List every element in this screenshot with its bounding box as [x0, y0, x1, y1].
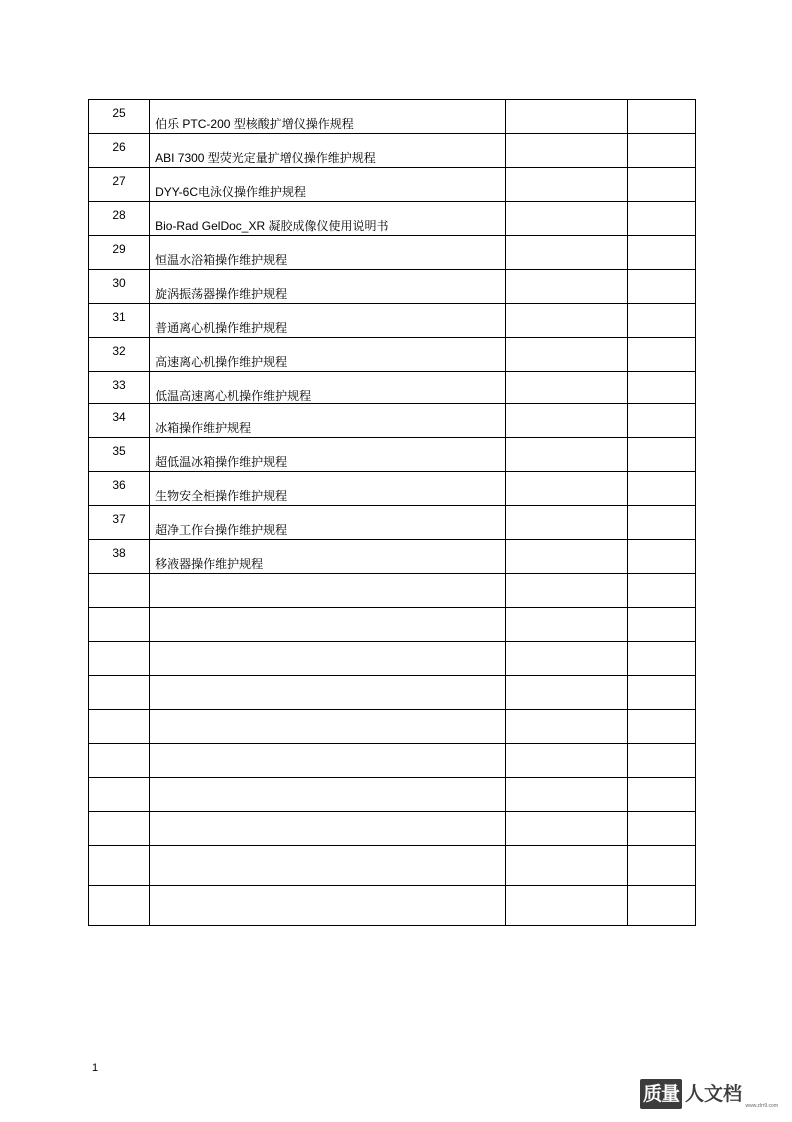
- row-number: 30: [112, 276, 126, 290]
- row-number-cell: [89, 100, 150, 134]
- document-name-cell: [150, 778, 506, 812]
- blank-cell: [627, 642, 695, 676]
- document-name-cell: [150, 812, 506, 846]
- document-name-cell: [150, 574, 506, 608]
- row-number-cell: [89, 168, 150, 202]
- blank-cell: [627, 472, 695, 506]
- row-number-cell: [89, 270, 150, 304]
- blank-cell: [627, 574, 695, 608]
- document-name-cell: [150, 676, 506, 710]
- blank-cell: [627, 540, 695, 574]
- row-number-cell: [89, 812, 150, 846]
- document-name: 普通离心机操作维护规程: [155, 321, 288, 335]
- blank-cell: [505, 338, 627, 372]
- blank-cell: [627, 608, 695, 642]
- document-name: 移液器操作维护规程: [155, 557, 264, 571]
- table-row: [89, 506, 696, 540]
- document-name-cell: [150, 744, 506, 778]
- blank-cell: [505, 608, 627, 642]
- document-name: 旋涡振荡器操作维护规程: [155, 287, 288, 301]
- table-row: [89, 404, 696, 438]
- blank-cell: [505, 304, 627, 338]
- row-number: 38: [112, 546, 126, 560]
- blank-cell: [505, 472, 627, 506]
- blank-cell: [505, 676, 627, 710]
- blank-cell: [627, 886, 695, 926]
- row-number-cell: [89, 778, 150, 812]
- blank-cell: [505, 506, 627, 540]
- table-row: [89, 608, 696, 642]
- row-number-cell: [89, 608, 150, 642]
- document-name: 超净工作台操作维护规程: [155, 523, 288, 537]
- blank-cell: [627, 710, 695, 744]
- table-row: [89, 846, 696, 886]
- blank-cell: [505, 540, 627, 574]
- blank-cell: [627, 100, 695, 134]
- document-name: 冰箱操作维护规程: [155, 421, 252, 435]
- blank-cell: [505, 438, 627, 472]
- row-number: 31: [112, 310, 126, 324]
- blank-cell: [627, 304, 695, 338]
- row-number-cell: [89, 642, 150, 676]
- document-name-cell: [150, 372, 506, 404]
- document-name: 超低温冰箱操作维护规程: [155, 455, 288, 469]
- blank-cell: [505, 886, 627, 926]
- row-number-cell: [89, 506, 150, 540]
- table-row: [89, 372, 696, 404]
- blank-cell: [505, 642, 627, 676]
- document-name-cell: [150, 404, 506, 438]
- blank-cell: [505, 236, 627, 270]
- blank-cell: [505, 846, 627, 886]
- row-number-cell: [89, 404, 150, 438]
- blank-cell: [505, 404, 627, 438]
- document-name-cell: [150, 540, 506, 574]
- blank-cell: [627, 846, 695, 886]
- document-name: [150, 846, 505, 863]
- row-number-cell: [89, 472, 150, 506]
- document-name: [150, 812, 505, 829]
- table-row: [89, 574, 696, 608]
- row-number: [89, 812, 149, 818]
- table-row: [89, 642, 696, 676]
- document-list-table: [88, 99, 696, 926]
- blank-cell: [505, 168, 627, 202]
- document-name: 生物安全柜操作维护规程: [155, 489, 288, 503]
- row-number: [89, 574, 149, 580]
- table-row: [89, 304, 696, 338]
- document-name: [150, 608, 505, 625]
- document-name-cell: [150, 642, 506, 676]
- table-row: [89, 134, 696, 168]
- document-name-cell: [150, 304, 506, 338]
- document-name: [150, 642, 505, 659]
- row-number: [89, 710, 149, 716]
- document-name: DYY-6C电泳仪操作维护规程: [155, 185, 307, 199]
- row-number-cell: [89, 202, 150, 236]
- row-number: 33: [112, 378, 126, 392]
- document-name: 高速离心机操作维护规程: [155, 355, 288, 369]
- row-number: [89, 846, 149, 852]
- document-name-cell: [150, 506, 506, 540]
- document-name-cell: [150, 270, 506, 304]
- blank-cell: [505, 710, 627, 744]
- document-name-cell: [150, 202, 506, 236]
- row-number: 36: [112, 478, 126, 492]
- table-row: [89, 744, 696, 778]
- document-name: 伯乐 PTC-200 型核酸扩增仪操作规程: [155, 117, 354, 131]
- row-number: 29: [112, 242, 126, 256]
- watermark-logo: [640, 1078, 780, 1110]
- document-name: [150, 778, 505, 795]
- blank-cell: [505, 372, 627, 404]
- row-number: 25: [112, 106, 126, 120]
- table-row: [89, 202, 696, 236]
- table-row: [89, 472, 696, 506]
- blank-cell: [627, 202, 695, 236]
- blank-cell: [627, 404, 695, 438]
- table-row: [89, 540, 696, 574]
- row-number: 32: [112, 344, 126, 358]
- table-row: [89, 778, 696, 812]
- row-number-cell: [89, 540, 150, 574]
- blank-cell: [505, 134, 627, 168]
- blank-cell: [505, 202, 627, 236]
- blank-cell: [627, 168, 695, 202]
- table-row: [89, 270, 696, 304]
- document-name: 低温高速离心机操作维护规程: [155, 389, 312, 403]
- row-number-cell: [89, 676, 150, 710]
- blank-cell: [627, 812, 695, 846]
- row-number-cell: [89, 372, 150, 404]
- row-number: [89, 886, 149, 892]
- document-name: [150, 886, 505, 903]
- row-number: 26: [112, 140, 126, 154]
- row-number: 34: [112, 410, 126, 424]
- document-name-cell: [150, 472, 506, 506]
- row-number-cell: [89, 744, 150, 778]
- table-row: [89, 812, 696, 846]
- document-name: [150, 574, 505, 591]
- table-row: [89, 710, 696, 744]
- watermark-text: 人文档: [685, 1083, 743, 1105]
- document-name: [150, 676, 505, 693]
- document-name-cell: [150, 608, 506, 642]
- blank-cell: [627, 438, 695, 472]
- document-name-cell: [150, 338, 506, 372]
- document-name: Bio-Rad GelDoc_XR 凝胶成像仪使用说明书: [155, 219, 389, 233]
- row-number-cell: [89, 574, 150, 608]
- row-number: [89, 778, 149, 784]
- row-number-cell: [89, 236, 150, 270]
- blank-cell: [505, 100, 627, 134]
- document-name-cell: [150, 886, 506, 926]
- row-number: 35: [112, 444, 126, 458]
- row-number-cell: [89, 304, 150, 338]
- row-number-cell: [89, 134, 150, 168]
- document-name-cell: [150, 438, 506, 472]
- blank-cell: [505, 270, 627, 304]
- table-row: [89, 438, 696, 472]
- row-number: [89, 676, 149, 682]
- document-name-cell: [150, 100, 506, 134]
- blank-cell: [627, 134, 695, 168]
- blank-cell: [627, 676, 695, 710]
- row-number: 28: [112, 208, 126, 222]
- blank-cell: [627, 270, 695, 304]
- table-row: [89, 338, 696, 372]
- document-name-cell: [150, 168, 506, 202]
- document-name: 恒温水浴箱操作维护规程: [155, 253, 288, 267]
- table-row: [89, 886, 696, 926]
- table-row: [89, 236, 696, 270]
- blank-cell: [627, 778, 695, 812]
- row-number: 27: [112, 174, 126, 188]
- document-name-cell: [150, 846, 506, 886]
- row-number: [89, 608, 149, 614]
- page-number: 1: [92, 1062, 99, 1074]
- row-number: [89, 642, 149, 648]
- blank-cell: [505, 812, 627, 846]
- row-number-cell: [89, 338, 150, 372]
- table-row: [89, 676, 696, 710]
- watermark-url: www.zlrr9.com: [745, 1103, 778, 1109]
- blank-cell: [505, 744, 627, 778]
- blank-cell: [627, 338, 695, 372]
- blank-cell: [627, 236, 695, 270]
- blank-cell: [627, 506, 695, 540]
- table-row: [89, 168, 696, 202]
- blank-cell: [505, 574, 627, 608]
- document-name: ABI 7300 型荧光定量扩增仪操作维护规程: [155, 151, 376, 165]
- row-number-cell: [89, 438, 150, 472]
- row-number: [89, 744, 149, 750]
- blank-cell: [627, 372, 695, 404]
- document-name-cell: [150, 134, 506, 168]
- blank-cell: [627, 744, 695, 778]
- document-name: [150, 710, 505, 727]
- watermark-badge: 质量: [640, 1079, 682, 1109]
- blank-cell: [505, 778, 627, 812]
- document-name-cell: [150, 236, 506, 270]
- table-body: [89, 100, 696, 926]
- row-number: 37: [112, 512, 126, 526]
- table-row: [89, 100, 696, 134]
- row-number-cell: [89, 846, 150, 886]
- row-number-cell: [89, 710, 150, 744]
- row-number-cell: [89, 886, 150, 926]
- document-name: [150, 744, 505, 761]
- document-name-cell: [150, 710, 506, 744]
